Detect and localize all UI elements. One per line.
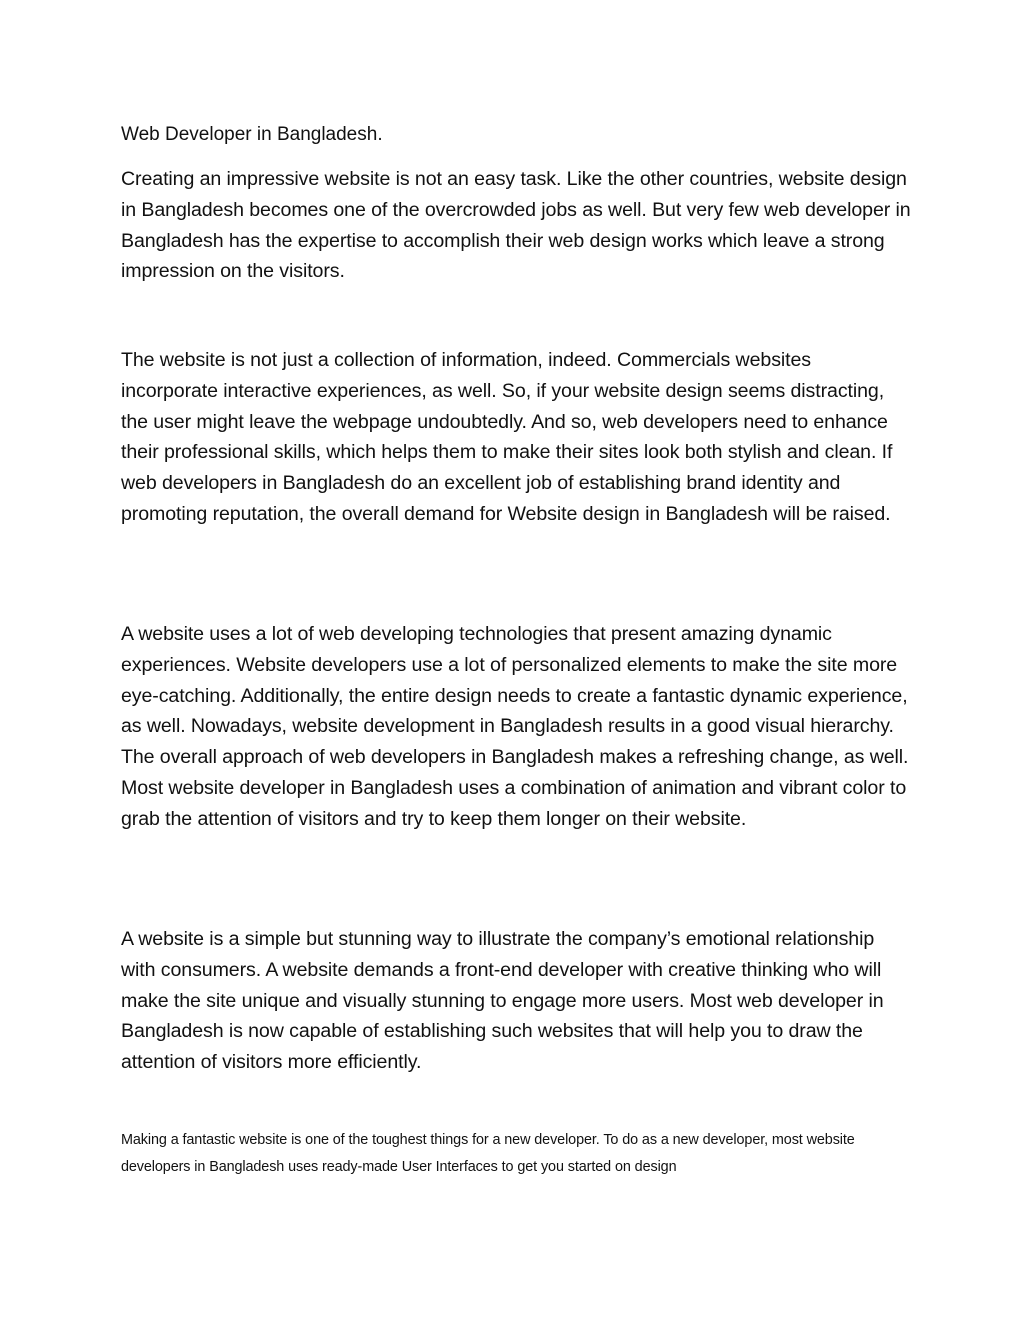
paragraph-4: A website is a simple but stunning way to illustrate the company’s emotional relationship with consumers. A website demands a front-end developer with creative thinking who will make the site unique and visually stunning to engage more users. Most web developer in Bangladesh is now capable of establishing such websites that will help you to draw the attention of visitors more efficiently. (121, 928, 884, 1074)
paragraph-2: The website is not just a collection of information, indeed. Commercials websites incorporate interactive experiences, as well. So, if your website design seems distracting, the user might leave the webpage undoubtedly. And so, web developers need to enhance their professional skills, which helps them to make their sites look both stylish and clean. If web developers in Bangladesh do an excellent job of establishing brand identity and promoting reputation, the overall demand for Website design in Bangladesh will be raised. (121, 349, 893, 525)
paragraph-1: Creating an impressive website is not an easy task. Like the other countries, website design in Bangladesh becomes one of the overcrowded jobs as well. But very few web developer in Bangladesh has the expertise to accomplish their web design works which leave a strong impression on the visitors. (121, 168, 911, 283)
document-title: Web Developer in Bangladesh. (121, 124, 383, 145)
paragraph-3: A website uses a lot of web developing technologies that present amazing dynamic experiences. Website developers use a lot of personalized elements to make the site more eye-catching. Additionally, the entire design needs to create a fantastic dynamic experience, as well. Nowadays, website development in Bangladesh results in a good visual hierarchy. The overall approach of web developers in Bangladesh makes a refreshing change, as well. Most website developer in Bangladesh uses a combination of animation and vibrant color to grab the attention of visitors and try to keep them longer on their website. (121, 623, 909, 830)
closing-paragraph: Making a fantastic website is one of the toughest things for a new developer. To do as a new developer, most website developers in Bangladesh uses ready-made User Interfaces to get you started on design (121, 1132, 855, 1175)
